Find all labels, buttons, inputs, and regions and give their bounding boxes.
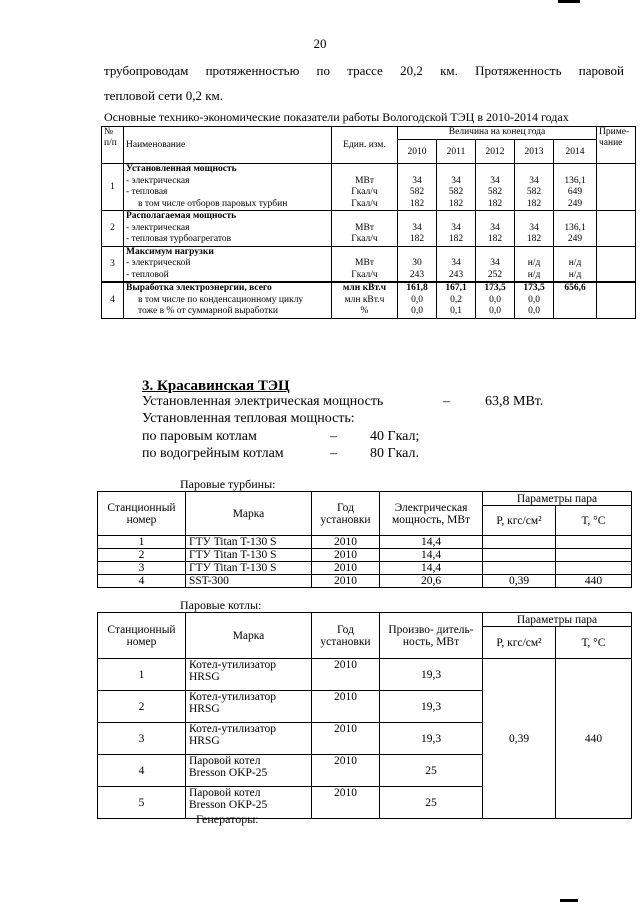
intro-line-1: трубопроводам протяженностью по трассе 20,2 км. Протяженность паровой [104,63,624,78]
indicator-value: н/д [568,269,582,280]
indicator-name: Максимум нагрузки [126,246,214,257]
boiler-brand-line: Котел-утилизатор [189,691,276,703]
indicator-group-row [102,211,636,247]
turbine-t [556,549,632,562]
indicator-values-2013 [515,282,554,318]
boiler-brand-header: Марка [186,613,312,659]
turbine-brand: ГТУ Titan T-130 S [186,549,312,562]
boiler-p-header: Р, кгс/см² [483,627,556,659]
col-note-header: Приме- чание [597,127,636,164]
year-header: 2014 [554,140,597,164]
indicator-value: 161,8 [406,283,428,293]
indicator-value: 34 [412,175,422,186]
indicator-units [332,246,398,282]
generators-caption: Генераторы: [196,812,259,826]
indicator-unit: Гкал/ч [351,234,378,244]
turbine-params-header: Параметры пара [483,492,632,506]
installed-electric-value: 63,8 МВт. [485,394,544,409]
indicator-value: 243 [409,269,425,280]
indicator-value: 0,2 [450,294,462,305]
turbine-brand: ГТУ Titan T-130 S [186,536,312,549]
col-num-header: № п/п [102,127,124,164]
indicator-value: 582 [487,187,503,197]
boiler-brand-line: HRSG [189,703,220,715]
boiler-year: 2010 [312,755,380,787]
turbine-num: 3 [98,562,186,575]
turbine-row [98,562,632,575]
indicator-value: н/д [568,258,582,268]
indicator-name: - тепловая турбоагрегатов [126,234,232,244]
indicator-value: 0,1 [450,306,462,316]
turbine-p: 0,39 [483,575,556,588]
indicator-unit [334,164,395,176]
turbines-table [97,491,632,588]
turbine-brand: ГТУ Titan T-130 S [186,562,312,575]
intro-paragraph [104,58,624,108]
indicator-group-row [102,282,636,318]
indicator-value: 649 [567,187,583,197]
indicator-name: - тепловая [126,187,168,197]
indicator-value [478,211,512,223]
indicator-value [556,164,594,176]
indicator-values-2010 [398,282,437,318]
indicator-unit: МВт [355,222,374,233]
indicator-value: 582 [409,187,425,197]
indicator-value [400,247,434,259]
hot-water-boilers-label: по водогрейным котлам [142,446,284,461]
indicator-values-2014 [554,164,597,211]
indicator-value: 249 [567,198,583,209]
boiler-brand-line: Котел-утилизатор [189,659,276,671]
col-unit-header: Един. изм. [332,127,398,164]
indicator-note [597,211,636,247]
indicator-note [597,282,636,318]
boiler-output: 19,3 [380,723,483,755]
indicator-value: 34 [451,222,461,233]
indicator-names [124,246,332,282]
indicator-value: 182 [526,234,542,244]
indicator-values-2010 [398,211,437,247]
indicator-num: 4 [102,282,124,318]
indicator-num: 3 [102,246,124,282]
indicator-value: 182 [448,234,464,244]
dash: – [443,394,450,409]
indicator-num: 1 [102,164,124,211]
indicator-unit: % [360,306,369,316]
indicator-value [556,211,594,223]
indicator-value: 249 [567,234,583,244]
indicator-values-2013 [515,164,554,211]
indicator-units [332,282,398,318]
turbine-row [98,575,632,588]
indicator-values-2014 [554,211,597,247]
indicator-value: 0,0 [528,294,540,305]
indicator-names [124,164,332,211]
boiler-brand-line: Котел-утилизатор [189,723,276,735]
boiler-p-shared: 0,39 [483,659,556,819]
indicator-value [478,164,512,176]
indicator-value: 182 [487,234,503,244]
indicator-value [556,295,594,307]
indicator-values-2014 [554,246,597,282]
indicator-value: 582 [448,187,464,197]
boiler-year: 2010 [312,723,380,755]
indicator-value: 34 [451,258,461,268]
indicator-value: 243 [448,269,464,280]
indicator-values-2011 [437,211,476,247]
year-header: 2012 [476,140,515,164]
boiler-brand-line: Паровой котел [189,787,261,799]
turbine-year: 2010 [312,575,380,588]
year-header: 2010 [398,140,437,164]
turbine-num: 4 [98,575,186,588]
boiler-brand-line: HRSG [189,671,220,683]
indicator-value [478,247,512,259]
indicator-unit: Гкал/ч [351,269,378,280]
col-group-header: Величина на конец года [398,127,597,140]
year-header: 2011 [437,140,476,164]
indicator-unit: Гкал/ч [351,198,378,209]
indicator-name: - электрическая [126,222,190,233]
turbine-brand: SST-300 [186,575,312,588]
indicator-value: 582 [526,187,542,197]
indicator-value: 173,5 [523,283,545,293]
indicator-value: 34 [529,222,539,233]
turbine-year: 2010 [312,536,380,549]
indicator-values-2011 [437,246,476,282]
hot-water-boilers-value: 80 Гкал. [370,446,420,461]
boiler-num: 3 [98,723,186,755]
page-edge-mark-bottom [560,899,578,902]
indicator-value: 34 [490,175,500,186]
indicator-value [517,211,551,223]
indicator-name: - электрическая [126,175,190,186]
boiler-output: 19,3 [380,691,483,723]
dash: – [330,446,337,461]
boiler-year-header: Год установки [312,613,380,659]
indicator-value: 34 [490,258,500,268]
indicator-value: 182 [526,198,542,209]
indicator-value [556,247,594,259]
indicator-value [400,211,434,223]
indicator-units [332,164,398,211]
indicator-value: 0,0 [489,294,501,305]
indicator-name: - электрической [126,258,191,268]
installed-thermal-label: Установленная тепловая мощность: [142,411,355,426]
turbine-year: 2010 [312,562,380,575]
boiler-t-shared: 440 [556,659,632,819]
intro-line-2: тепловой сети 0,2 км. [104,88,224,103]
boiler-output: 19,3 [380,659,483,691]
indicator-values-2010 [398,246,437,282]
boiler-num: 2 [98,691,186,723]
indicator-value: 0,0 [411,306,423,316]
indicator-value [400,164,434,176]
indicator-values-2014 [554,282,597,318]
boiler-row [98,659,632,691]
indicator-note [597,246,636,282]
boiler-brand-line: Bresson OKP-25 [189,799,268,811]
indicator-group-row [102,246,636,282]
indicator-value: 182 [409,234,425,244]
indicator-value: 656,6 [564,283,586,293]
indicator-name: в том числе по конденсационному циклу [138,294,304,305]
indicator-value [439,211,473,223]
indicator-name: - тепловой [126,269,169,280]
indicator-value: 167,1 [445,283,467,293]
indicator-value: 0,0 [411,294,423,305]
indicator-names [124,282,332,318]
table1-caption: Основные технико-экономические показатели работы Вологодской ТЭЦ в 2010-2014 годах [104,110,569,124]
boilers-caption: Паровые котлы: [180,598,262,612]
indicator-value: 30 [412,258,422,268]
turbine-p [483,562,556,575]
dash: – [330,429,337,444]
year-header: 2013 [515,140,554,164]
turbine-power: 14,4 [380,562,483,575]
boiler-brand [186,659,312,691]
indicator-value: н/д [527,258,541,268]
turbine-year: 2010 [312,549,380,562]
indicator-value: 34 [490,222,500,233]
indicator-names [124,211,332,247]
boiler-num: 1 [98,659,186,691]
indicator-value [517,247,551,259]
indicator-unit: млн кВт.ч [342,283,387,293]
turbine-year-header: Год установки [312,492,380,536]
indicator-name: Установленная мощность [126,164,237,174]
boiler-year: 2010 [312,659,380,691]
indicator-unit: млн кВт.ч [344,294,385,305]
indicator-unit [334,247,395,259]
col-name-header: Наименование [124,127,332,164]
page-edge-mark-top [558,0,580,3]
indicator-value: 136,1 [564,175,586,186]
indicator-value: 0,0 [489,306,501,316]
indicator-values-2010 [398,164,437,211]
turbines-caption: Паровые турбины: [180,477,276,491]
turbine-t-header: Т, °С [556,506,632,536]
indicator-value: 173,5 [484,283,506,293]
turbine-num-header: Станционный номер [98,492,186,536]
indicator-value: 136,1 [564,222,586,233]
boiler-output-header: Произво- дитель-ность, МВт [380,613,483,659]
turbine-p [483,536,556,549]
boilers-table [97,612,632,819]
turbine-p-header: Р, кгс/см² [483,506,556,536]
indicator-value: 34 [529,175,539,186]
indicator-values-2012 [476,211,515,247]
turbine-num: 1 [98,536,186,549]
turbine-brand-header: Марка [186,492,312,536]
steam-boilers-value: 40 Гкал; [370,429,420,444]
boiler-output: 25 [380,755,483,787]
boiler-year: 2010 [312,787,380,819]
indicator-value [517,164,551,176]
indicator-unit [334,211,395,223]
indicator-value: 34 [451,175,461,186]
boiler-num: 4 [98,755,186,787]
installed-electric-label: Установленная электрическая мощность [142,394,384,409]
indicator-num: 2 [102,211,124,247]
indicator-value: 252 [487,269,503,280]
indicator-name: в том числе отборов паровых турбин [138,198,288,209]
page-number: 20 [313,36,327,51]
indicator-unit: Гкал/ч [351,187,378,197]
turbine-row [98,536,632,549]
indicator-value: н/д [527,269,541,280]
indicator-value: 34 [412,222,422,233]
indicator-unit: МВт [355,175,374,186]
indicator-name: тоже в % от суммарной выработки [138,306,278,316]
indicator-units [332,211,398,247]
turbine-power: 14,4 [380,549,483,562]
turbine-t: 440 [556,575,632,588]
boiler-brand [186,755,312,787]
section-title: 3. Красавинская ТЭЦ [142,378,290,394]
boiler-year: 2010 [312,691,380,723]
turbine-t [556,562,632,575]
indicator-value: 182 [409,198,425,209]
indicator-values-2013 [515,211,554,247]
boiler-brand [186,691,312,723]
indicator-values-2012 [476,164,515,211]
indicators-table [101,126,636,319]
turbine-power: 20,6 [380,575,483,588]
indicator-group-row [102,164,636,211]
indicator-unit: МВт [355,258,374,268]
indicator-values-2011 [437,164,476,211]
indicator-value: 182 [487,198,503,209]
turbine-power: 14,4 [380,536,483,549]
indicator-name: Выработка электроэнергии, всего [126,283,272,293]
indicator-note [597,164,636,211]
boiler-t-header: Т, °С [556,627,632,659]
turbine-power-header: Электрическая мощность, МВт [380,492,483,536]
indicator-value: 0,0 [528,306,540,316]
indicator-values-2011 [437,282,476,318]
indicator-value [556,306,594,318]
turbine-p [483,549,556,562]
indicator-values-2012 [476,282,515,318]
boiler-num: 5 [98,787,186,819]
boiler-params-header: Параметры пара [483,613,632,627]
turbine-t [556,536,632,549]
indicator-value: 182 [448,198,464,209]
indicator-values-2013 [515,246,554,282]
boiler-brand [186,723,312,755]
boiler-output: 25 [380,787,483,819]
indicator-value [439,164,473,176]
indicator-values-2012 [476,246,515,282]
steam-boilers-label: по паровым котлам [142,429,257,444]
turbine-row [98,549,632,562]
turbine-num: 2 [98,549,186,562]
boiler-brand-line: HRSG [189,735,220,747]
indicator-name: Располагаемая мощность [126,211,237,221]
boiler-num-header: Станционный номер [98,613,186,659]
boiler-brand-line: Bresson OKP-25 [189,767,268,779]
boiler-brand-line: Паровой котел [189,755,261,767]
indicator-value [439,247,473,259]
